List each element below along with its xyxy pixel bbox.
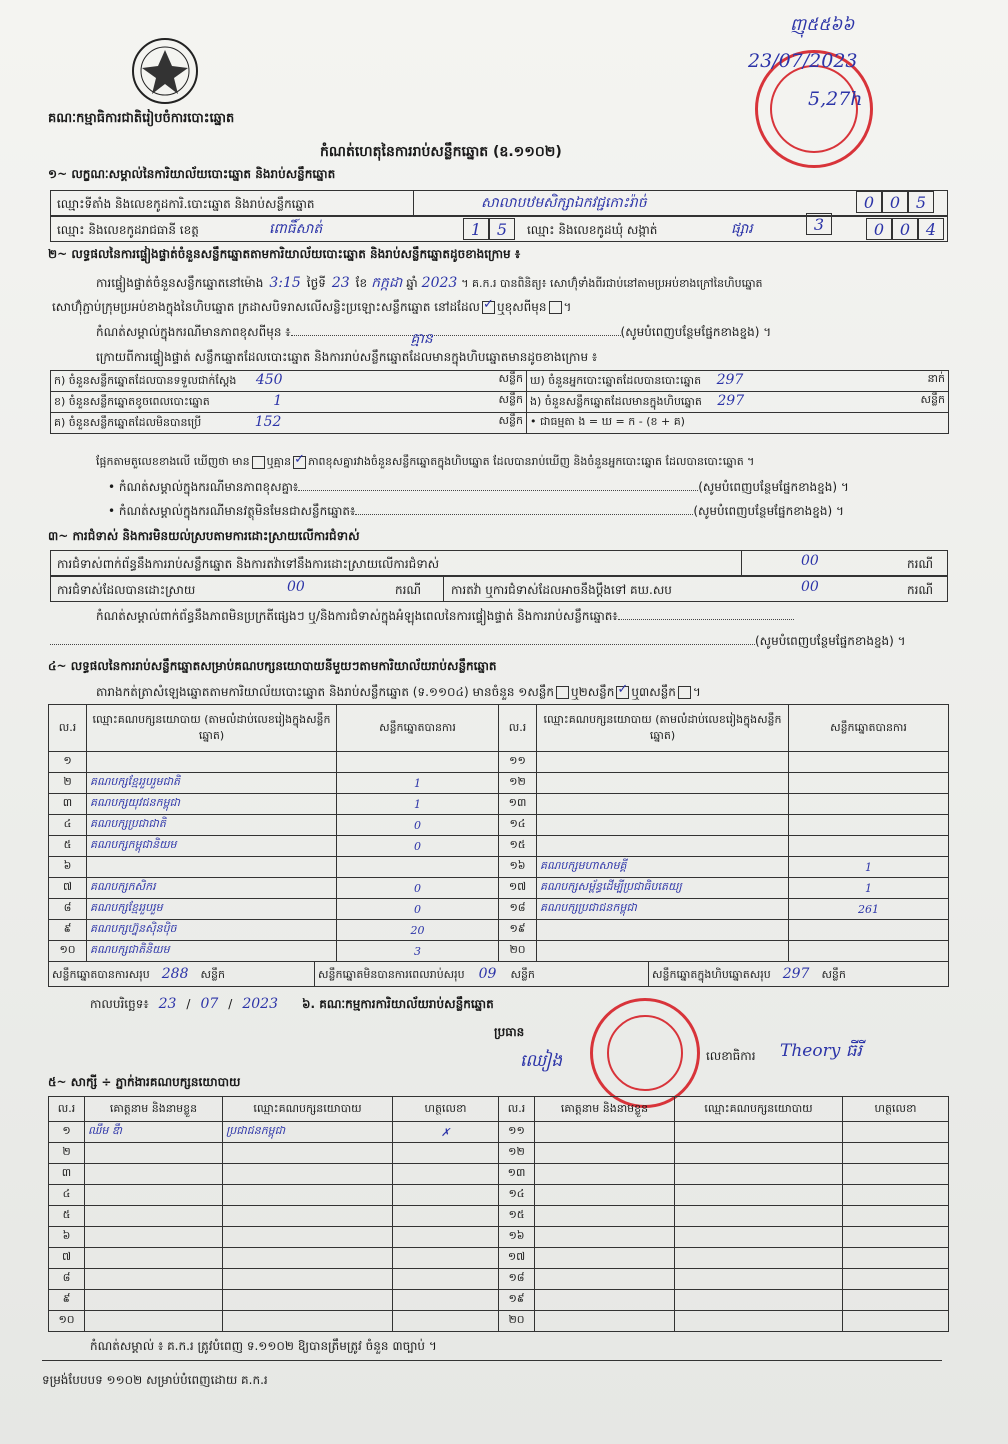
- row-number: ១៧: [499, 1248, 535, 1269]
- province-value: ពោធិ៍សាត់: [269, 221, 323, 237]
- row-number: ៤: [49, 815, 87, 836]
- party-votes: [789, 836, 949, 857]
- party-name: [87, 752, 337, 773]
- different-checkbox[interactable]: [549, 301, 562, 314]
- stamp-date: 23/07/2023: [748, 50, 858, 72]
- witness-party: [675, 1248, 843, 1269]
- witness-signature: [393, 1269, 499, 1290]
- province-row: [50, 216, 948, 242]
- witness-name: [85, 1269, 223, 1290]
- commune-value: ផ្សារ: [731, 221, 753, 237]
- witness-name: [85, 1311, 223, 1332]
- row-number: ៦: [49, 857, 87, 878]
- witness-name: [535, 1290, 675, 1311]
- row-number: ១៤: [499, 1185, 535, 1206]
- two-sheets-checkbox[interactable]: [616, 686, 629, 699]
- witness-signature: [843, 1227, 949, 1248]
- party-name: [537, 941, 789, 962]
- witness-signature: [843, 1122, 949, 1143]
- row-number: ១១: [499, 752, 537, 773]
- witness-signature: [393, 1227, 499, 1248]
- party-votes: 0: [337, 899, 499, 920]
- witness-name: ឈឹម ឌឹា: [85, 1122, 223, 1143]
- party-results-table: ល.រ ឈ្មោះគណបក្សនយោបាយ (តាមលំដាប់លេខរៀងក្នុងសន្លឹកឆ្នោត) សន្លឹកឆ្នោតបានការ ល.រ ឈ្មោះគណបក្សនយោបាយ (តាមលំដាប់លេខរៀងក្នុងសន្លឹកឆ្នោត) សន្លឹកឆ្នោតបានការ ១ ១១ ២ គណបក្សខ្មែររួបរួមជាតិ 1 ១២ ៣ គណបក្សយុវជនកម្ពុជា 1 ១៣ ៤ គណបក្សប្រជាជាតិ 0 ១៤ ៥ គណបក្សកម្ពុជានិយម 0 ១៥ ៦ ១៦ គណបក្សមហាសាមគ្គី 1 ៧ គណបក្សកសិករ 0 ១៧ គណបក្សសម្ព័ន្ធដើម្បីប្រជាធិបតេយ្យ 1 ៨ គណបក្សខ្មែររួបរួម 0 ១៨ គណបក្សប្រជាជនកម្ពុជា 261 ៩ គណបក្សហ្វ៊ុនស៊ិនប៉ិច 20 ១៩ ១០ គណបក្សជាតិនិយម 3 ២០ សន្លឹកឆ្នោតបានការសរុប 288 សន្លឹក សន្លឹកឆ្នោតមិនបានការពេលរាប់សរុប 09 សន្លឹក សន្លឹកឆ្នោតក្នុងហិបឆ្នោតសរុប 297 សន្លឹក: [48, 704, 949, 987]
- row-number: ១៧: [499, 878, 537, 899]
- witness-signature: [393, 1143, 499, 1164]
- row-number: ៤: [49, 1185, 85, 1206]
- row-number: ២: [49, 1143, 85, 1164]
- audit-intro: ក្រោយពីការផ្ទៀងផ្ទាត់ សន្លឹកឆ្នោតដែលបោះឆ្នោត និងការរាប់សន្លឹកឆ្នោតដែលមានក្នុងហិបឆ្នោតមានដូចខាងក្រោម ៖: [96, 350, 598, 364]
- witness-name: [535, 1206, 675, 1227]
- secretary-signature: Theory ធីរី: [780, 1041, 862, 1061]
- party-result-row: [49, 878, 949, 899]
- witness-signature: [843, 1269, 949, 1290]
- witness-row: [49, 1143, 949, 1164]
- party-votes: 3: [337, 941, 499, 962]
- province-label: ឈ្មោះ និងលេខកូដរាជធានី ខេត្ត: [57, 223, 199, 237]
- witness-signature: [843, 1206, 949, 1227]
- witness-party: [675, 1269, 843, 1290]
- witness-name: [535, 1227, 675, 1248]
- row-number: ១៩: [499, 1290, 535, 1311]
- party-votes: 0: [337, 815, 499, 836]
- row-number: ១២: [499, 773, 537, 794]
- objection-row2: ការជំទាស់ដែលបានដោះស្រាយ 00 ករណី ការតវ៉ា ឬការជំទាស់ដែលអាចនឹងប្តឹងទៅ គឃ.សប 00 ករណី: [50, 576, 948, 602]
- discrepancy-line: ផ្អែកតាមតួលេខខាងលើ ឃើញថា មាន ឬគ្មាន✓ ភាពខុសគ្នារវាងចំនួនសន្លឹកឆ្នោតក្នុងហិបឆ្នោត ដែលបានរាប់ឃើញ និងចំនួនអ្នកបោះឆ្នោត ដែលបានបោះឆ្នោត ។: [96, 455, 754, 471]
- party-votes: 1: [337, 794, 499, 815]
- witness-table: ល.រ គោត្តនាម និងនាមខ្លួន ឈ្មោះគណបក្សនយោបាយ ហត្ថលេខា ល.រ គោត្តនាម និងនាមខ្លួន ឈ្មោះគណបក្សនយោបាយ ហត្ថលេខា ១ ឈឹម ឌឹា ប្រជាជនកម្ពុជា ✗ ១១ ២ ១២ ៣ ១៣ ៤ ១៤ ៥ ១៥ ៦ ១៦ ៧ ១៧ ៨ ១៨ ៩ ១៩ ១០ ២០: [48, 1096, 949, 1332]
- witness-party: [675, 1227, 843, 1248]
- witness-signature: [843, 1185, 949, 1206]
- row-number: ១៦: [499, 1227, 535, 1248]
- verification-line2: សោហ៊ុំភ្ជាប់ក្រុមប្រអប់ខាងក្នុងនៃហិបឆ្នោត ក្រដាសបិទរាសលើសន្លិះប្រឡោះសន្លឹកឆ្នោត នៅដដែល✓ ឬខុសពីមុន ។: [52, 299, 571, 317]
- witness-party: [223, 1143, 393, 1164]
- bullet-foreign-object: • កំណត់សម្គាល់ក្នុងករណីមានវត្ថុមិនមែនជាសន្លឹកឆ្នោត៖ (សូមបំពេញបន្ថែមផ្នែកខាងខ្នង) ។: [108, 504, 844, 518]
- witness-party: [675, 1185, 843, 1206]
- party-votes: 1: [789, 878, 949, 899]
- row-number: ១៨: [499, 1269, 535, 1290]
- witness-party: [675, 1311, 843, 1332]
- party-name: គណបក្សកសិករ: [87, 878, 337, 899]
- total-valid: សន្លឹកឆ្នោតបានការសរុប 288 សន្លឹក: [49, 962, 315, 986]
- party-name: [537, 920, 789, 941]
- witness-name: [535, 1143, 675, 1164]
- witness-signature: [393, 1164, 499, 1185]
- party-name: គណបក្សជាតិនិយម: [87, 941, 337, 962]
- witness-signature: [393, 1290, 499, 1311]
- witness-signature: [843, 1311, 949, 1332]
- party-votes: [337, 857, 499, 878]
- party-votes: 1: [789, 857, 949, 878]
- section2-heading: ២~ លទ្ធផលនៃការផ្ទៀងផ្ទាត់ចំនួនសន្លឹកឆ្នោតតាមការិយាល័យបោះឆ្នោត និងរាប់សន្លឹកឆ្នោតដូចខាងក្រោម ៖: [48, 247, 521, 261]
- row-number: ១៤: [499, 815, 537, 836]
- witness-row: [49, 1164, 949, 1185]
- signing-date: កាលបរិច្ឆេទ៖ 23 / 07 / 2023 ៦. គណៈកម្មការការិយាល័យរាប់សន្លឹកឆ្នោត: [90, 996, 494, 1012]
- party-votes: 1: [337, 773, 499, 794]
- ballot-row: គ) ចំនួនសន្លឹកឆ្នោតដែលមិនបានប្រើ 152 សន្លឹក • ជាធម្មតា ង = ឃ = ក - (ខ + គ): [51, 413, 949, 434]
- party-votes: [789, 794, 949, 815]
- party-result-row: [49, 773, 949, 794]
- row-number: ៧: [49, 1248, 85, 1269]
- chair-label: ប្រធាន: [494, 1025, 525, 1039]
- committee-stamp: [590, 998, 700, 1108]
- witness-signature: [393, 1206, 499, 1227]
- party-votes: 0: [337, 836, 499, 857]
- witness-party: [675, 1143, 843, 1164]
- witness-name: [85, 1164, 223, 1185]
- party-name: គណបក្សខ្មែររួបរួម: [87, 899, 337, 920]
- party-name: គណបក្សមហាសាមគ្គី: [537, 857, 789, 878]
- witness-name: [85, 1227, 223, 1248]
- row-number: ១៩: [499, 920, 537, 941]
- row-number: ១៣: [499, 1164, 535, 1185]
- row-number: ៥: [49, 1206, 85, 1227]
- row-number: ១៦: [499, 857, 537, 878]
- row-number: ៨: [49, 899, 87, 920]
- province-code: 1 5: [463, 218, 515, 240]
- row-number: ១០: [49, 1311, 85, 1332]
- witness-row: [49, 1269, 949, 1290]
- witness-row: [49, 1248, 949, 1269]
- witness-signature: ✗: [393, 1122, 499, 1143]
- difference-note: កំណត់សម្គាល់ក្នុងករណីមានភាពខុសពីមុន ៖ គ្មាន (សូមបំពេញបន្ថែមផ្នែកខាងខ្នង) ។: [96, 325, 772, 347]
- witness-name: [85, 1248, 223, 1269]
- objection-count: 00: [801, 553, 819, 569]
- row-number: ២: [49, 773, 87, 794]
- org-name: គណៈកម្មាធិការជាតិរៀបចំការបោះឆ្នោត: [48, 111, 235, 126]
- no-difference-checkbox[interactable]: [293, 456, 306, 469]
- party-result-row: [49, 752, 949, 773]
- total-invalid: សន្លឹកឆ្នោតមិនបានការពេលរាប់សរុប 09 សន្លឹក: [315, 962, 649, 986]
- witness-signature: [843, 1248, 949, 1269]
- row-number: ១៨: [499, 899, 537, 920]
- witness-name: [85, 1206, 223, 1227]
- row-number: ៩: [49, 920, 87, 941]
- resolved-count: 00: [287, 579, 305, 595]
- witness-party: [675, 1206, 843, 1227]
- party-votes: [789, 773, 949, 794]
- witness-row: [49, 1206, 949, 1227]
- witness-party: [675, 1122, 843, 1143]
- witness-row: [49, 1185, 949, 1206]
- witness-name: [85, 1290, 223, 1311]
- party-name: [537, 752, 789, 773]
- stamp-time: 5,27h: [808, 88, 863, 110]
- bullet-difference: • កំណត់សម្គាល់ក្នុងករណីមានភាពខុសគ្នា៖ (សូមបំពេញបន្ថែមផ្នែកខាងខ្នង) ។: [108, 480, 849, 494]
- witness-row: [49, 1290, 949, 1311]
- party-result-row: [49, 836, 949, 857]
- party-result-row: [49, 815, 949, 836]
- witness-signature: [393, 1185, 499, 1206]
- witness-party: [675, 1164, 843, 1185]
- witness-party: [223, 1164, 393, 1185]
- party-name: [537, 773, 789, 794]
- row-number: ៣: [49, 1164, 85, 1185]
- witness-party: [675, 1290, 843, 1311]
- party-votes: [789, 941, 949, 962]
- verification-line1: ការផ្ទៀងផ្ទាត់ចំនួនសន្លឹកឆ្នោតនៅម៉ោង 3:15 ថ្ងៃទី 23 ខែ កក្កដា ឆ្នាំ 2023 ។ គ.ក.រ បានពិនិត្យ៖ សោហ៊ុំទាំងពីរជាប់នៅតាមប្រអប់ខាងក្រៅនៃហិបឆ្នោត: [96, 275, 763, 291]
- section4-heading: ៤~ លទ្ធផលនៃការរាប់សន្លឹកឆ្នោតសម្រាប់គណបក្សនយោបាយនីមួយៗតាមការិយាល័យរាប់សន្លឹកឆ្នោត: [48, 659, 497, 673]
- witness-party: [223, 1206, 393, 1227]
- same-checkbox[interactable]: [482, 301, 495, 314]
- commune-code: 0 0 4: [866, 218, 944, 240]
- secretary-label: លេខាធិការ: [706, 1049, 756, 1063]
- party-name: គណបក្សហ្វ៊ុនស៊ិនប៉ិច: [87, 920, 337, 941]
- witness-name: [535, 1248, 675, 1269]
- row-number: ៨: [49, 1269, 85, 1290]
- witness-signature: [393, 1311, 499, 1332]
- party-votes: 261: [789, 899, 949, 920]
- objection-note-line2: (សូមបំពេញបន្ថែមផ្នែកខាងខ្នង) ។: [50, 633, 906, 651]
- party-name: [87, 857, 337, 878]
- party-votes: 20: [337, 920, 499, 941]
- party-result-row: [49, 794, 949, 815]
- witness-name: [535, 1185, 675, 1206]
- row-number: ២០: [499, 1311, 535, 1332]
- row-number: ១៥: [499, 836, 537, 857]
- witness-party: [223, 1227, 393, 1248]
- party-votes: [789, 752, 949, 773]
- party-name: គណបក្សសម្ព័ន្ធដើម្បីប្រជាធិបតេយ្យ: [537, 878, 789, 899]
- party-name: [537, 815, 789, 836]
- party-name: គណបក្សយុវជនកម្ពុជា: [87, 794, 337, 815]
- witness-party: [223, 1248, 393, 1269]
- row-number: ១០: [49, 941, 87, 962]
- commune-label: ឈ្មោះ និងលេខកូដឃុំ សង្កាត់: [527, 223, 658, 237]
- witness-name: [535, 1269, 675, 1290]
- witness-signature: [393, 1248, 499, 1269]
- chair-signature: ឈៀង: [520, 1051, 563, 1071]
- witness-name: [535, 1311, 675, 1332]
- has-difference-checkbox[interactable]: [252, 456, 265, 469]
- witness-signature: [843, 1143, 949, 1164]
- form-footer: ទម្រង់បែបបទ ១១០២ សម្រាប់បំពេញដោយ គ.ក.រ: [42, 1373, 268, 1387]
- nec-emblem-icon: [130, 36, 200, 106]
- party-name: គណបក្សប្រជាជាតិ: [87, 815, 337, 836]
- party-votes: [337, 752, 499, 773]
- form-title: កំណត់ហេតុនៃការរាប់សន្លឹកឆ្នោត (ឧ.១១០២): [320, 144, 562, 160]
- place-label: ឈ្មោះទីតាំង និងលេខកូដការិ.បោះឆ្នោត និងរាប់សន្លឹកឆ្នោត: [57, 197, 315, 211]
- place-value: សាលាបឋមសិក្សាឯកវជ្ជកោះរ៉ាច់: [481, 195, 647, 211]
- ballot-count-table: [50, 370, 949, 434]
- objection-row1: ការជំទាស់ពាក់ព័ន្ធនឹងការរាប់សន្លឹកឆ្នោត និងការតវ៉ាទៅនឹងការដោះស្រាយលើការជំទាស់ 00 ករណី: [50, 550, 948, 576]
- party-result-row: [49, 899, 949, 920]
- footnote: កំណត់សម្គាល់ ៖ គ.ក.រ ត្រូវបំពេញ ទ.១១០២ ឱ្យបានត្រឹមត្រូវ ចំនួន ៣ច្បាប់ ។: [90, 1339, 437, 1353]
- party-name: គណបក្សកម្ពុជានិយម: [87, 836, 337, 857]
- objection-note: កំណត់សម្គាល់ពាក់ព័ន្ធនឹងភាពមិនប្រក្រតីផ្សេងៗ ឬ/និងការជំទាស់ក្នុងអំឡុងពេលនៃការផ្ទៀងផ្ទាត់ និងការរាប់សន្លឹកឆ្នោត៖: [96, 608, 794, 626]
- witness-name: [85, 1185, 223, 1206]
- witness-row: [49, 1227, 949, 1248]
- witness-name: [535, 1122, 675, 1143]
- row-number: ១១: [499, 1122, 535, 1143]
- party-name: [537, 836, 789, 857]
- row-number: ៣: [49, 794, 87, 815]
- place-code: 0 0 53: [806, 191, 947, 235]
- row-number: ១៥: [499, 1206, 535, 1227]
- witness-signature: [843, 1164, 949, 1185]
- party-result-row: [49, 941, 949, 962]
- witness-party: [223, 1311, 393, 1332]
- witness-party: [223, 1290, 393, 1311]
- party-name: គណបក្សប្រជាជនកម្ពុជា: [537, 899, 789, 920]
- footer-divider: [42, 1360, 942, 1361]
- party-votes: 0: [337, 878, 499, 899]
- section3-heading: ៣~ ការជំទាស់ និងការមិនយល់ស្របតាមការដោះស្រាយលើការជំទាស់: [48, 529, 360, 543]
- row-number: ១២: [499, 1143, 535, 1164]
- appeal-count: 00: [801, 579, 819, 595]
- party-name: គណបក្សខ្មែររួបរួមជាតិ: [87, 773, 337, 794]
- row-number: ២០: [499, 941, 537, 962]
- tally-sheet-line: តារាងកត់ត្រាសំឡេងឆ្នោតតាមការិយាល័យបោះឆ្នោត និងរាប់សន្លឹកឆ្នោត (ទ.១១០៤) មានចំនួន ១សន្លឹក ឬ២សន្លឹក✓ ឬ៣សន្លឹក ។: [96, 684, 701, 702]
- section5-heading: ៥~ សាក្សី ÷ ភ្នាក់ងារគណបក្សនយោបាយ: [48, 1075, 241, 1089]
- party-votes: [789, 920, 949, 941]
- section1-heading: ១~ លក្ខណៈសម្គាល់នៃការិយាល័យបោះឆ្នោត និងរាប់សន្លឹកឆ្នោត: [48, 167, 336, 181]
- party-name: [537, 794, 789, 815]
- ballot-row: ខ) ចំនួនសន្លឹកឆ្នោតខូចពេលបោះឆ្នោត 1 សន្លឹក ង) ចំនួនសន្លឹកឆ្នោតដែលមានក្នុងហិបឆ្នោត 297 សន្លឹក: [51, 392, 949, 413]
- row-number: ៩: [49, 1290, 85, 1311]
- row-number: ១៣: [499, 794, 537, 815]
- party-result-row: [49, 857, 949, 878]
- row-number: ៦: [49, 1227, 85, 1248]
- total-in-box: សន្លឹកឆ្នោតក្នុងហិបឆ្នោតសរុប 297 សន្លឹក: [652, 966, 846, 982]
- party-votes: [789, 815, 949, 836]
- three-sheets-checkbox[interactable]: [678, 686, 691, 699]
- witness-party: [223, 1269, 393, 1290]
- witness-row: [49, 1311, 949, 1332]
- row-number: ១: [49, 752, 87, 773]
- witness-signature: [843, 1290, 949, 1311]
- witness-party: [223, 1185, 393, 1206]
- ballot-row: ក) ចំនួនសន្លឹកឆ្នោតដែលបានទទួលជាក់ស្តែង 450 សន្លឹក ឃ) ចំនួនអ្នកបោះឆ្នោតដែលបានបោះឆ្នោត 297 នាក់: [51, 371, 949, 392]
- row-number: ៧: [49, 878, 87, 899]
- stamp-handwritten-number: ញុ៥៥៦៦: [790, 15, 855, 35]
- row-number: ១: [49, 1122, 85, 1143]
- witness-name: [535, 1164, 675, 1185]
- witness-name: [85, 1143, 223, 1164]
- witness-row: [49, 1122, 949, 1143]
- party-result-row: [49, 920, 949, 941]
- one-sheet-checkbox[interactable]: [556, 686, 569, 699]
- row-number: ៥: [49, 836, 87, 857]
- witness-party: ប្រជាជនកម្ពុជា: [223, 1122, 393, 1143]
